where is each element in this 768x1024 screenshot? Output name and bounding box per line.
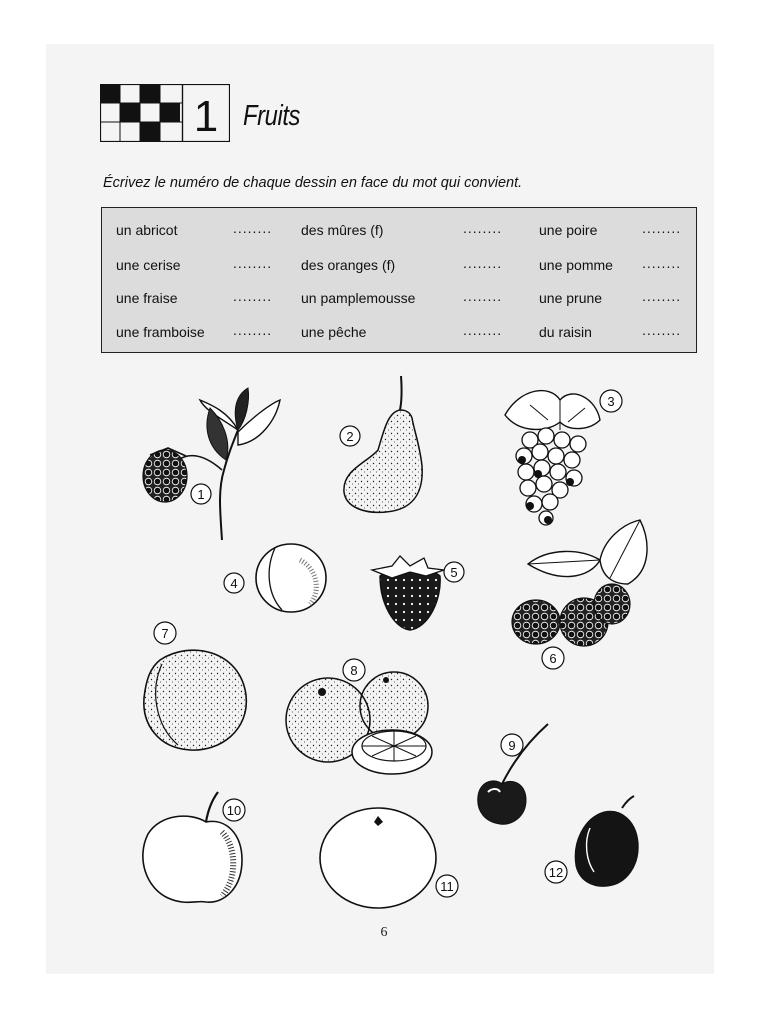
vocab-word: une fraise (116, 290, 178, 306)
blackberries-icon (512, 520, 647, 669)
figure-label-1: 1 (197, 487, 205, 502)
cherry-icon (478, 724, 548, 824)
answer-blank[interactable]: ........ (642, 220, 682, 236)
answer-blank[interactable]: ........ (233, 220, 273, 236)
instruction-text: Écrivez le numéro de chaque dessin en face du mot qui convient. (103, 175, 523, 191)
vocab-word: une pomme (539, 257, 613, 273)
vocab-word: une framboise (116, 324, 205, 340)
grapefruit-icon (320, 808, 458, 908)
figure-label-4: 4 (230, 576, 238, 591)
figure-label-3: 3 (607, 394, 615, 409)
apple-icon (143, 792, 245, 902)
answer-blank[interactable]: ........ (233, 288, 273, 304)
figure-label-2: 2 (346, 429, 354, 444)
grapes-icon (505, 390, 622, 525)
pear-icon (340, 376, 422, 512)
plum-icon (545, 796, 638, 886)
figure-label-6: 6 (549, 651, 557, 666)
chapter-number: 1 (193, 92, 219, 141)
answer-blank[interactable]: ........ (463, 288, 503, 304)
figure-label-11: 11 (440, 879, 454, 894)
strawberry-icon (372, 556, 464, 630)
vocab-word: des oranges (f) (301, 257, 396, 273)
vocab-word: une prune (539, 290, 603, 306)
answer-blank[interactable]: ........ (233, 322, 273, 338)
peach-icon (144, 622, 247, 750)
answer-blank[interactable]: ........ (463, 322, 503, 338)
vocab-word: une pêche (301, 324, 367, 340)
figure-label-8: 8 (350, 663, 358, 678)
answer-blank[interactable]: ........ (642, 288, 682, 304)
raspberry-icon (143, 388, 280, 540)
vocab-word: une poire (539, 222, 598, 238)
answer-blank[interactable]: ........ (642, 255, 682, 271)
answer-blank[interactable]: ........ (463, 220, 503, 236)
vocab-word: des mûres (f) (301, 222, 384, 238)
figure-label-9: 9 (508, 738, 516, 753)
oranges-icon (286, 659, 432, 774)
figure-label-7: 7 (161, 626, 169, 641)
figure-label-10: 10 (226, 803, 242, 818)
answer-blank[interactable]: ........ (233, 255, 273, 271)
vocab-word: un pamplemousse (301, 290, 416, 306)
figure-label-5: 5 (450, 565, 458, 580)
vocab-word: une cerise (116, 257, 181, 273)
vocab-word: un abricot (116, 222, 178, 238)
answer-blank[interactable]: ........ (463, 255, 503, 271)
page-number: 6 (380, 925, 388, 940)
chapter-title: Fruits (243, 100, 300, 132)
answer-blank[interactable]: ........ (642, 322, 682, 338)
apricot-icon (224, 544, 326, 612)
figure-label-12: 12 (548, 865, 564, 880)
vocab-word: du raisin (539, 324, 592, 340)
